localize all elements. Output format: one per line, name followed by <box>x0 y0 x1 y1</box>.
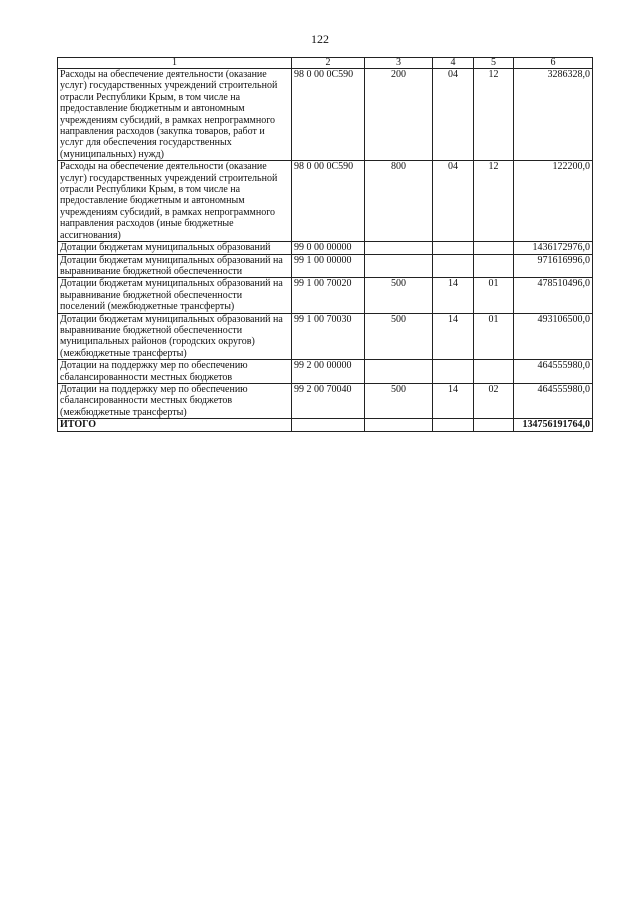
amount: 122200,0 <box>514 161 593 242</box>
target-article-code: 99 1 00 70030 <box>292 313 365 360</box>
amount: 971616996,0 <box>514 254 593 278</box>
column-header-6: 6 <box>514 58 593 69</box>
header-row <box>58 58 593 69</box>
section-code: 14 <box>433 313 474 360</box>
table-row <box>58 313 593 360</box>
subsection-code: 02 <box>474 383 514 418</box>
total-empty-cell <box>433 419 474 431</box>
target-article-code: 99 2 00 70040 <box>292 383 365 418</box>
table-row <box>58 383 593 418</box>
subsection-code: 12 <box>474 69 514 161</box>
column-header-2: 2 <box>292 58 365 69</box>
column-header-4: 4 <box>433 58 474 69</box>
target-article-code: 99 1 00 00000 <box>292 254 365 278</box>
section-code <box>433 360 474 384</box>
subsection-code: 01 <box>474 313 514 360</box>
table-row <box>58 360 593 384</box>
section-code: 14 <box>433 383 474 418</box>
expense-name: Расходы на обеспечение деятельности (оказание услуг) государственных учреждений строительной отрасли Республики Крым, в том числе на предоставление бюджетным и автономным учреждениям субсидий, в рамках непрограммного направления расходов (закупка товаров, работ и услуг для обеспечения государственных (муниципальных) нужд) <box>58 69 292 161</box>
table-row <box>58 254 593 278</box>
target-article-code: 99 2 00 00000 <box>292 360 365 384</box>
total-empty-cell <box>365 419 433 431</box>
expense-name: Дотации бюджетам муниципальных образований на выравнивание бюджетной обеспеченности <box>58 254 292 278</box>
amount: 464555980,0 <box>514 383 593 418</box>
expense-name: Расходы на обеспечение деятельности (оказание услуг) государственных учреждений строительной отрасли Республики Крым, в том числе на предоставление бюджетным и автономным учреждениям субсидий, в рамках непрограммного направления расходов (иные бюджетные ассигнования) <box>58 161 292 242</box>
target-article-code: 99 0 00 00000 <box>292 242 365 254</box>
subsection-code <box>474 242 514 254</box>
expense-type-code <box>365 242 433 254</box>
section-code <box>433 254 474 278</box>
column-header-1: 1 <box>58 58 292 69</box>
expense-name: Дотации бюджетам муниципальных образований <box>58 242 292 254</box>
expense-type-code: 800 <box>365 161 433 242</box>
budget-table <box>57 57 593 432</box>
total-row <box>58 419 593 431</box>
expense-type-code: 500 <box>365 278 433 313</box>
section-code: 04 <box>433 69 474 161</box>
section-code: 14 <box>433 278 474 313</box>
table-row <box>58 278 593 313</box>
expense-type-code: 200 <box>365 69 433 161</box>
amount: 1436172976,0 <box>514 242 593 254</box>
expense-name: Дотации на поддержку мер по обеспечению сбалансированности местных бюджетов (межбюджетные трансферты) <box>58 383 292 418</box>
amount: 464555980,0 <box>514 360 593 384</box>
total-label: ИТОГО <box>58 419 292 431</box>
page-number: 122 <box>311 32 329 46</box>
total-amount: 134756191764,0 <box>514 419 593 431</box>
target-article-code: 98 0 00 0С590 <box>292 161 365 242</box>
table-row <box>58 161 593 242</box>
target-article-code: 98 0 00 0С590 <box>292 69 365 161</box>
expense-type-code <box>365 254 433 278</box>
expense-type-code: 500 <box>365 313 433 360</box>
subsection-code: 12 <box>474 161 514 242</box>
amount: 478510496,0 <box>514 278 593 313</box>
expense-type-code: 500 <box>365 383 433 418</box>
total-empty-cell <box>292 419 365 431</box>
subsection-code <box>474 254 514 278</box>
target-article-code: 99 1 00 70020 <box>292 278 365 313</box>
subsection-code <box>474 360 514 384</box>
amount: 3286328,0 <box>514 69 593 161</box>
expense-name: Дотации на поддержку мер по обеспечению сбалансированности местных бюджетов <box>58 360 292 384</box>
expense-name: Дотации бюджетам муниципальных образований на выравнивание бюджетной обеспеченности поселений (межбюджетные трансферты) <box>58 278 292 313</box>
subsection-code: 01 <box>474 278 514 313</box>
amount: 493106500,0 <box>514 313 593 360</box>
section-code: 04 <box>433 161 474 242</box>
column-header-3: 3 <box>365 58 433 69</box>
expense-type-code <box>365 360 433 384</box>
section-code <box>433 242 474 254</box>
total-empty-cell <box>474 419 514 431</box>
table-row <box>58 69 593 161</box>
table-row <box>58 242 593 254</box>
column-header-5: 5 <box>474 58 514 69</box>
expense-name: Дотации бюджетам муниципальных образований на выравнивание бюджетной обеспеченности муниципальных районов (городских округов) (межбюджетные трансферты) <box>58 313 292 360</box>
